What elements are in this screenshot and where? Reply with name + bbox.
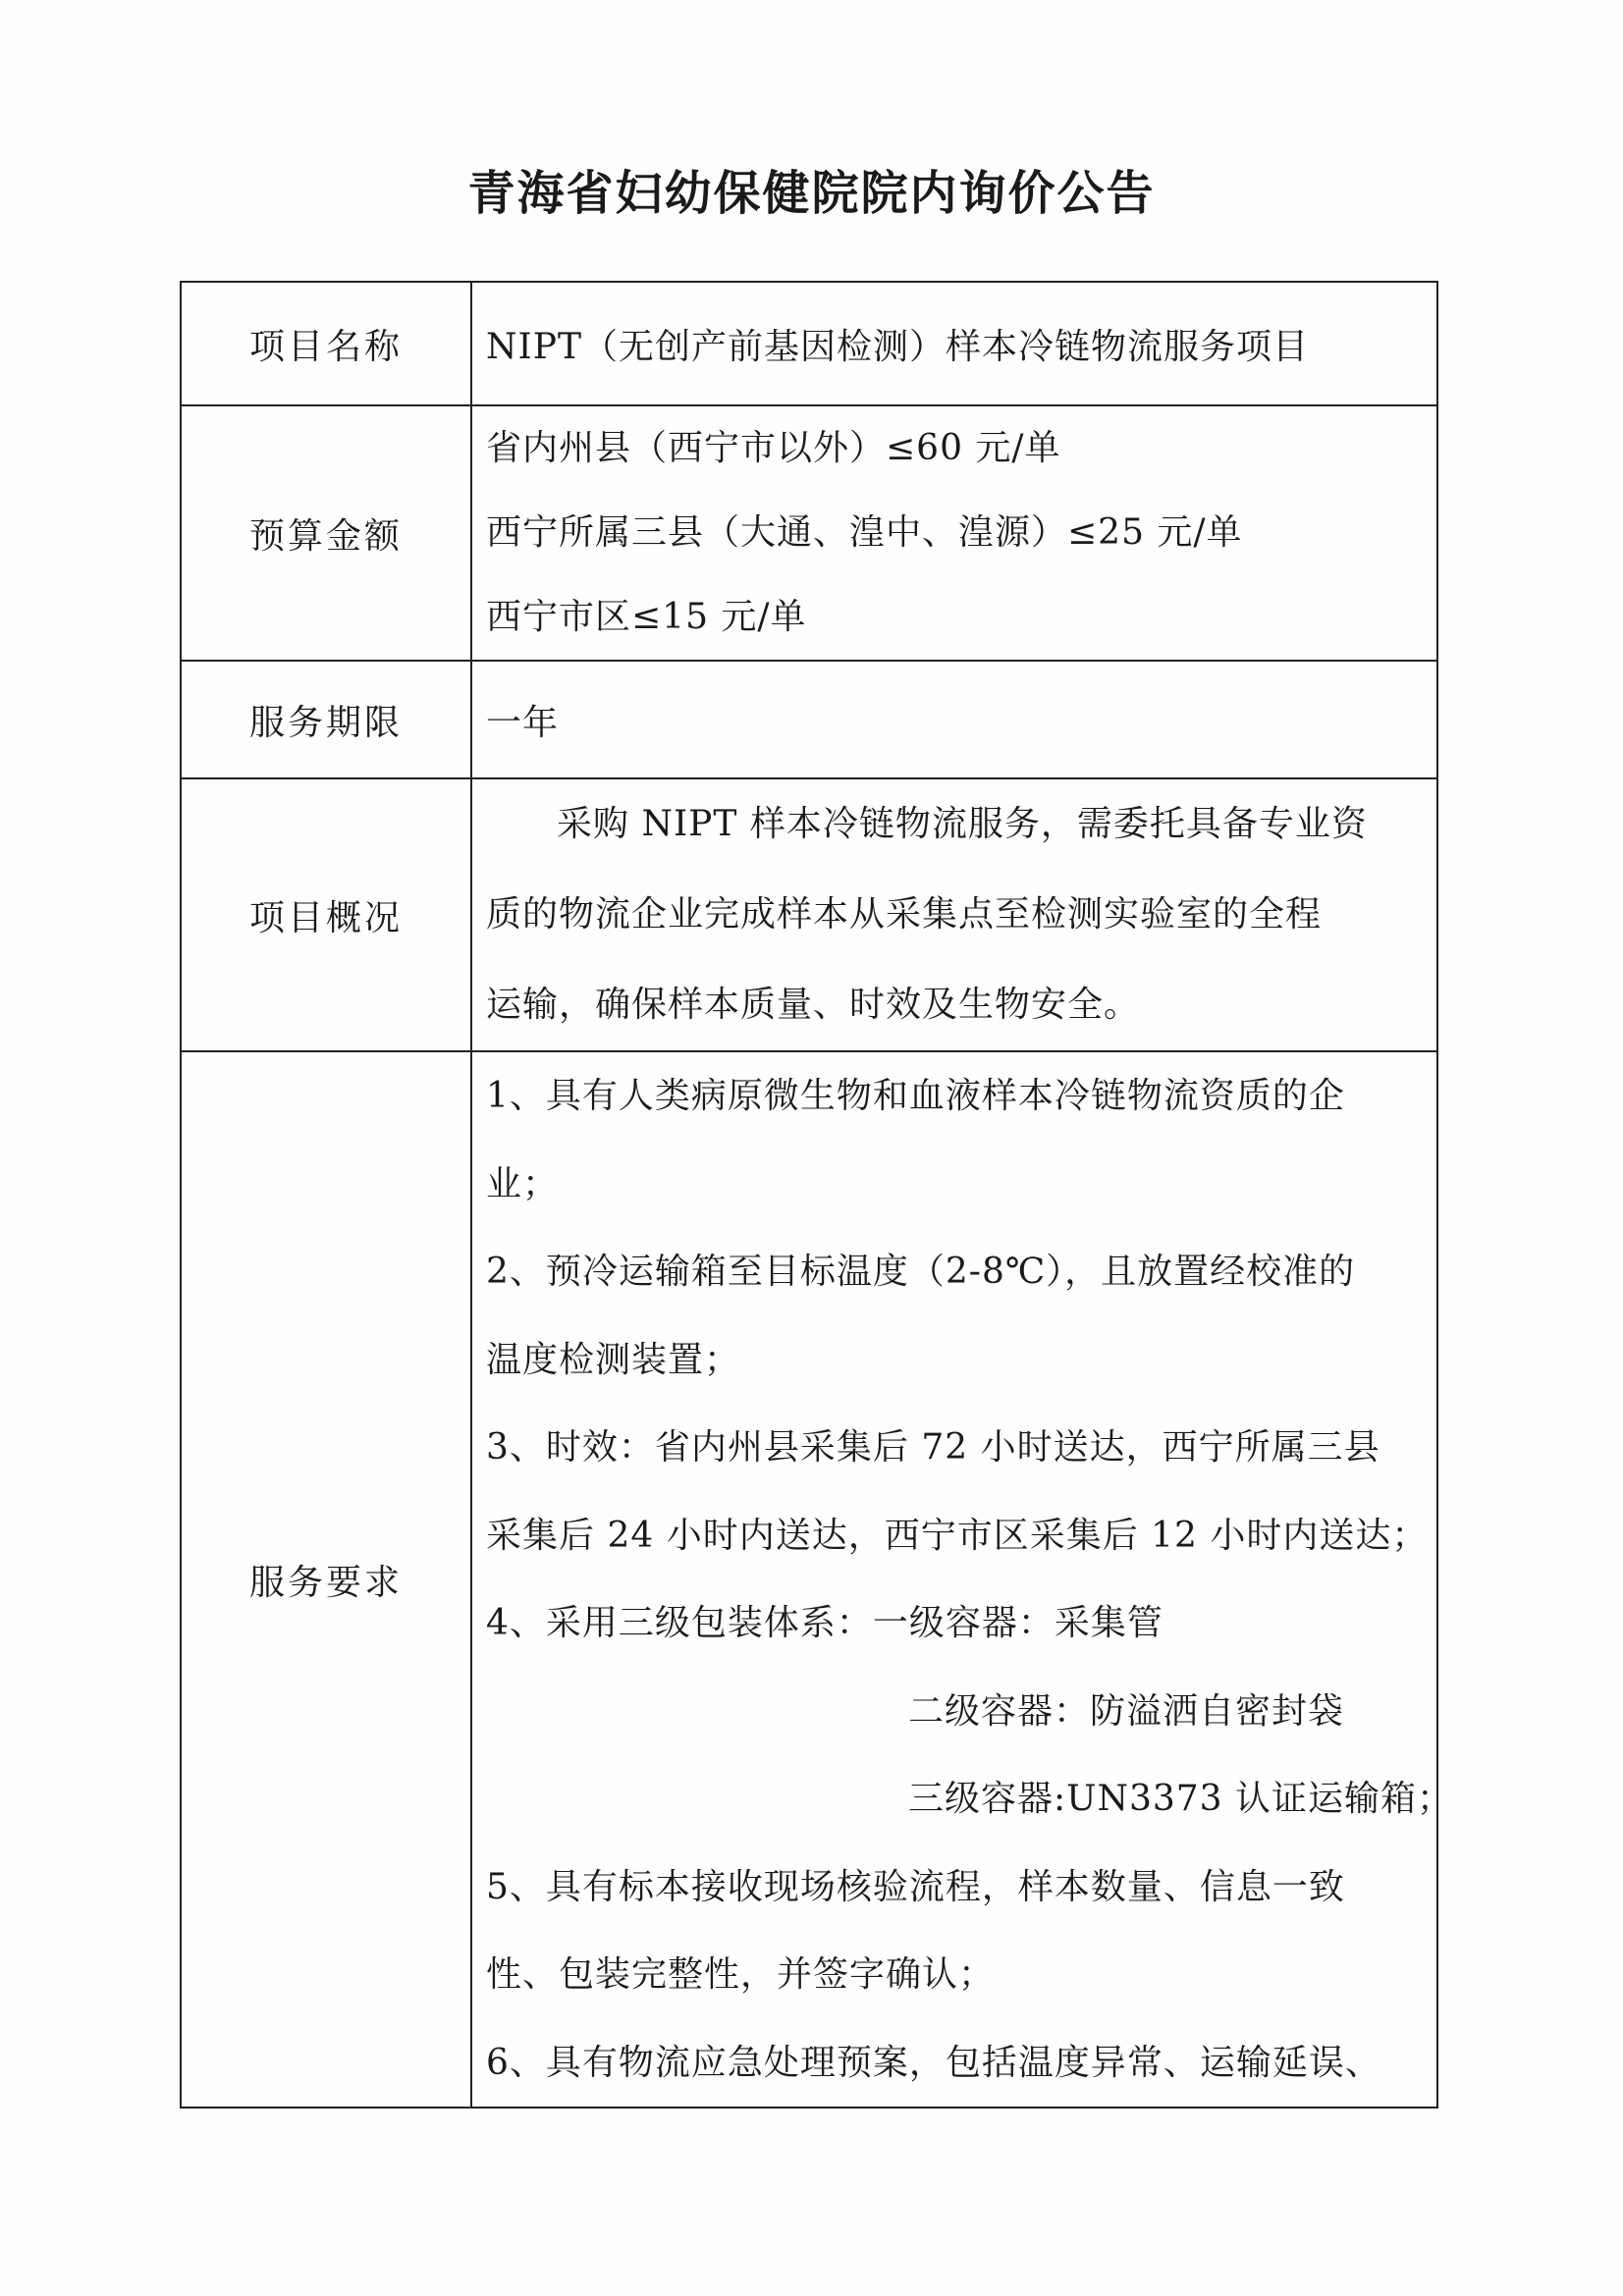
table-row (181, 778, 1437, 1051)
value-line: 质的物流企业完成样本从采集点至检测实验室的全程 (486, 894, 1323, 934)
budget-value (471, 405, 1437, 661)
value-line: 西宁市区≤15 元/单 (486, 597, 807, 637)
value-line: 采集后 24 小时内送达，西宁市区采集后 12 小时内送达； (486, 1515, 1429, 1556)
overview-value (471, 778, 1437, 1051)
value-line: 三级容器:UN3373 认证运输箱； (908, 1779, 1454, 1819)
value-line: 5、具有标本接收现场核验流程，样本数量、信息一致 (486, 1866, 1345, 1907)
table-row (181, 661, 1437, 778)
requirements-value (471, 1051, 1454, 2108)
row-label-service-period: 服务期限 (181, 661, 471, 778)
project-name-value (471, 282, 1437, 405)
value-line: 6、具有物流应急处理预案，包括温度异常、运输延误、 (486, 2042, 1381, 2083)
value-line: 一年 (486, 702, 560, 743)
service-period-value (471, 661, 1437, 778)
table-row (181, 282, 1437, 405)
value-line: 采购 NIPT 样本冷链物流服务，需委托具备专业资 (557, 804, 1368, 844)
row-label-budget: 预算金额 (181, 405, 471, 661)
row-label-requirements: 服务要求 (181, 1051, 471, 2108)
value-line: 业； (486, 1163, 560, 1204)
value-line: 性、包装完整性，并签字确认； (486, 1954, 996, 1995)
value-line: 温度检测装置； (486, 1339, 741, 1380)
value-line: 省内州县（西宁市以外）≤60 元/单 (486, 428, 1061, 468)
notice-table (180, 281, 1454, 2109)
value-line: 2、预冷运输箱至目标温度（2-8℃），且放置经校准的 (486, 1252, 1356, 1292)
value-line: NIPT（无创产前基因检测）样本冷链物流服务项目 (486, 326, 1309, 367)
value-line: 1、具有人类病原微生物和血液样本冷链物流资质的企 (486, 1076, 1345, 1116)
table-row (181, 405, 1437, 661)
row-label-overview: 项目概况 (181, 778, 471, 1051)
row-label-project-name: 项目名称 (181, 282, 471, 405)
value-line: 运输，确保样本质量、时效及生物安全。 (486, 985, 1141, 1025)
value-line: 4、采用三级包装体系：一级容器：采集管 (486, 1603, 1163, 1643)
document-title: 青海省妇幼保健院院内询价公告 (467, 166, 1156, 221)
value-line: 西宁所属三县（大通、湟中、湟源）≤25 元/单 (486, 512, 1243, 553)
value-line: 3、时效：省内州县采集后 72 小时送达，西宁所属三县 (486, 1427, 1380, 1468)
value-line: 二级容器：防溢洒自密封袋 (908, 1690, 1345, 1732)
table-row (181, 1051, 1437, 2108)
